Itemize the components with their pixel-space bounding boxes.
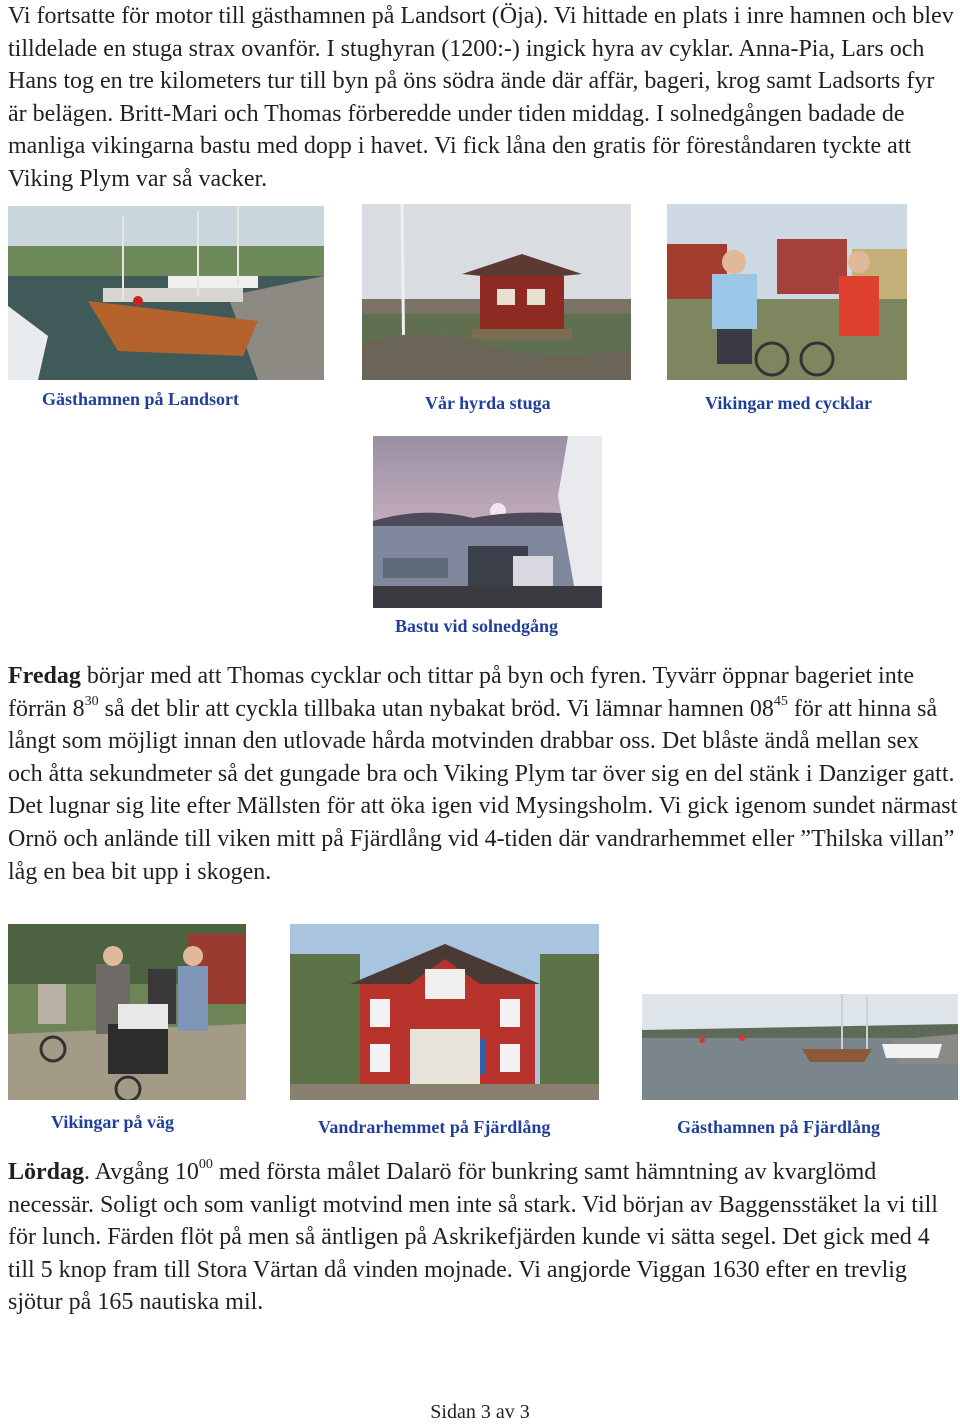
fredag-text-2: så det blir att cyckla tillbaka utan nybakat bröd. Vi lämnar hamnen 08 bbox=[98, 695, 774, 722]
paragraph-fredag bbox=[8, 660, 958, 888]
fredag-text-1: börjar med att Thomas cycklar och tittar på byn och fyren. Tyvärr öppnar bageriet inte förrän 8 bbox=[8, 663, 915, 722]
caption-vandrarhemmet: Vandrarhemmet på Fjärdlång bbox=[318, 1117, 551, 1137]
photo-vikingar-pa-vag bbox=[8, 924, 246, 1100]
lordag-text-1: . Avgång 10 bbox=[84, 1159, 199, 1185]
caption-vikingar-pa-vag: Vikingar på väg bbox=[51, 1112, 175, 1132]
fredag-text-3: för att hinna så långt som möjligt innan den utlovade hårda motvinden drabbar oss. Det blåste ändå mellan sex och åtta sekundmeter så det gungade bra och Viking Plym tar över sig en del stänk i Danziger gatt. Det lugnar sig lite efter Mällsten för att öka igen vid Mysingsholm. Vi gick igenom sundet närmast Ornö och anlände till viken mitt på Fjärdlång vid 4-tiden där vandrarhemmet eller ”Thilska villan” låg en bea bit upp i skogen. bbox=[8, 695, 958, 885]
paragraph-landsort: Vi fortsatte för motor till gästhamnen på Landsort (Öja). Vi hittade en plats i inre hamnen och blev tilldelade en stuga strax ovanför. I stughyran (1200:-) ingick hyra av cyklar. Anna-Pia, Lars och Hans tog en tre kilometers tur till byn på öns södra ände där affär, bageri, krog samt Ladsorts fyr är belägen. Britt-Mari och Thomas förberedde under tiden middag. I solnedgången badade de manliga vikingarna bastu med dopp i havet. Vi fick låna den gratis för föreståndaren tyckte att Viking Plym var så vacker. bbox=[8, 3, 954, 192]
time-superscript: 45 bbox=[773, 693, 788, 709]
day-lordag: Lördag bbox=[8, 1159, 85, 1185]
photo-hyrda-stuga bbox=[362, 204, 631, 380]
time-superscript: 30 bbox=[84, 693, 99, 709]
caption-hyrda-stuga: Vår hyrda stuga bbox=[425, 393, 551, 413]
caption-vikingar-cycklar: Vikingar med cycklar bbox=[705, 393, 872, 413]
day-fredag: Fredag bbox=[8, 663, 81, 689]
page-number: Sidan 3 av 3 bbox=[430, 1401, 530, 1423]
caption-gasthamnen-fjardlang: Gästhamnen på Fjärdlång bbox=[677, 1117, 881, 1137]
photo-bastu-solnedgang bbox=[373, 436, 602, 608]
caption-bastu-solnedgang: Bastu vid solnedgång bbox=[395, 616, 559, 636]
photo-gasthamnen-landsort bbox=[8, 206, 324, 380]
paragraph-lordag bbox=[8, 1156, 958, 1319]
lordag-text-2: med första målet Dalarö för bunkring samt hämntning av kvarglömd necessär. Soligt och som vanligt motvind men inte så stark. Vid början av Baggensstäket la vi till för lunch. Färden flöt på men så äntligen på Askrikefjärden kunde vi sätta segel. Det gick med 4 till 5 knop fram till Stora Värtan då vinden mojnade. Vi angjorde Viggan 1630 efter en trevlig sjötur på 165 nautiska mil. bbox=[8, 1159, 938, 1316]
photo-vikingar-cycklar bbox=[667, 204, 907, 380]
time-superscript: 00 bbox=[198, 1157, 213, 1172]
caption-gasthamnen-landsort: Gästhamnen på Landsort bbox=[42, 389, 240, 409]
photo-gasthamnen-fjardlang bbox=[642, 994, 958, 1100]
photo-vandrarhemmet bbox=[290, 924, 599, 1100]
